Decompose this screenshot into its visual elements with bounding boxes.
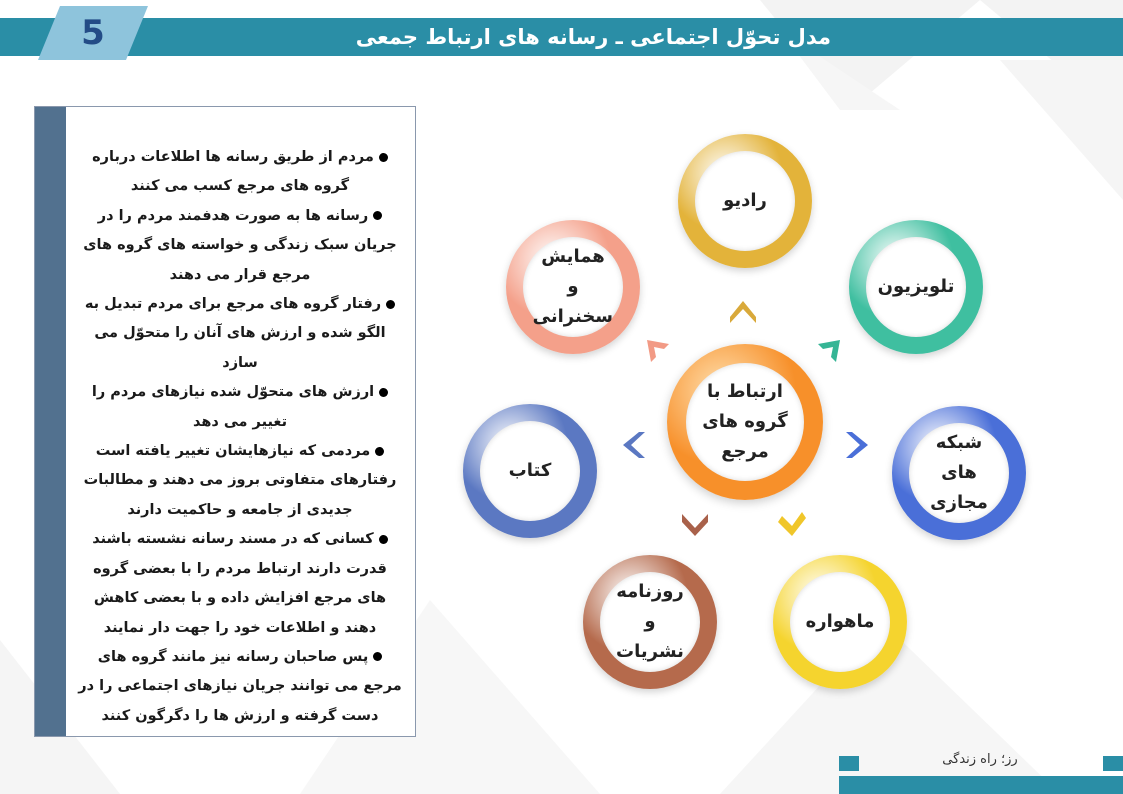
bullet-dot-icon (386, 300, 395, 309)
chevron-down-icon (680, 508, 710, 538)
node-newspapers (583, 555, 717, 689)
bullet-item: مردمی که نیازهایشان تغییر یافته است رفتارهای متفاوتی بروز می دهند و مطالبات جدیدی از جامعه و حاکمیت دارند (83, 443, 397, 518)
chevron-up-icon (728, 293, 758, 323)
footer-bar (839, 776, 1123, 794)
bullet-dot-icon (373, 652, 382, 661)
bullet-item: مردم از طریق رسانه ها اطلاعات درباره گروه های مرجع کسب می کنند (77, 143, 405, 202)
node-satellite (773, 555, 907, 689)
node-label: کتاب (508, 460, 552, 481)
bullet-dot-icon (379, 388, 388, 397)
slide-number: 5 (81, 13, 105, 53)
bullet-item: رفتار گروه های مرجع برای مردم تبدیل به الگو شده و ارزش های آنان را متحوّل می سازد (77, 290, 405, 378)
node-television (849, 220, 983, 354)
bullet-dot-icon (375, 447, 384, 456)
bullet-dot-icon (379, 153, 388, 162)
bullet-dot-icon (373, 211, 382, 220)
node-label: تلویزیون (877, 276, 955, 297)
bullet-item: ارزش های متحوّل شده نیازهای مردم را تغییر می دهد (77, 378, 405, 437)
center-node-ring (667, 344, 823, 500)
node-label: همایش و سخنرانی (532, 246, 613, 327)
bullet-item: کسانی که در مسند رسانه نشسته باشند قدرت دارند ارتباط مردم را با بعضی گروه های مرجع افزایش داده و با بعضی کاهش دهند و اطلاعات خود را جهت دار نمایند (92, 531, 387, 636)
node-radio (678, 134, 812, 268)
footer-square-right (1103, 756, 1123, 771)
chevron-right-icon (842, 430, 872, 460)
chevron-up-right-icon (814, 336, 844, 366)
node-conference (506, 220, 640, 354)
chevron-left-icon (619, 430, 649, 460)
bullet-list (77, 143, 405, 731)
footer-caption: رز؛ راه زندگی (942, 752, 1018, 767)
text-panel (34, 106, 416, 737)
node-label: روزنامه و نشریات (616, 581, 684, 662)
footer-square-left (839, 756, 859, 771)
slide-title: مدل تحوّل اجتماعی ـ رسانه های ارتباط جمعی (355, 25, 831, 49)
node-book (463, 404, 597, 538)
node-social-networks (892, 406, 1026, 540)
node-label: شبکه های مجازی (930, 432, 988, 513)
center-node (686, 363, 804, 481)
chevron-down-right-icon (778, 508, 808, 538)
bullet-item: پس صاحبان رسانه نیز مانند گروه های مرجع می توانند جریان نیازهای اجتماعی را در دست گرفته و ارزش ها را دگرگون کنند (78, 648, 402, 724)
bullet-item: رسانه ها به صورت هدفمند مردم را در جریان سبک زندگی و خواسته های گروه های مرجع قرار می دهند (83, 207, 397, 283)
panel-accent-strip (35, 107, 66, 736)
node-label: رادیو (723, 190, 767, 211)
center-node-label: ارتباط با گروه های مرجع (702, 381, 788, 462)
chevron-up-left-icon (643, 336, 673, 366)
bullet-dot-icon (379, 535, 388, 544)
node-label: ماهواره (805, 611, 875, 632)
